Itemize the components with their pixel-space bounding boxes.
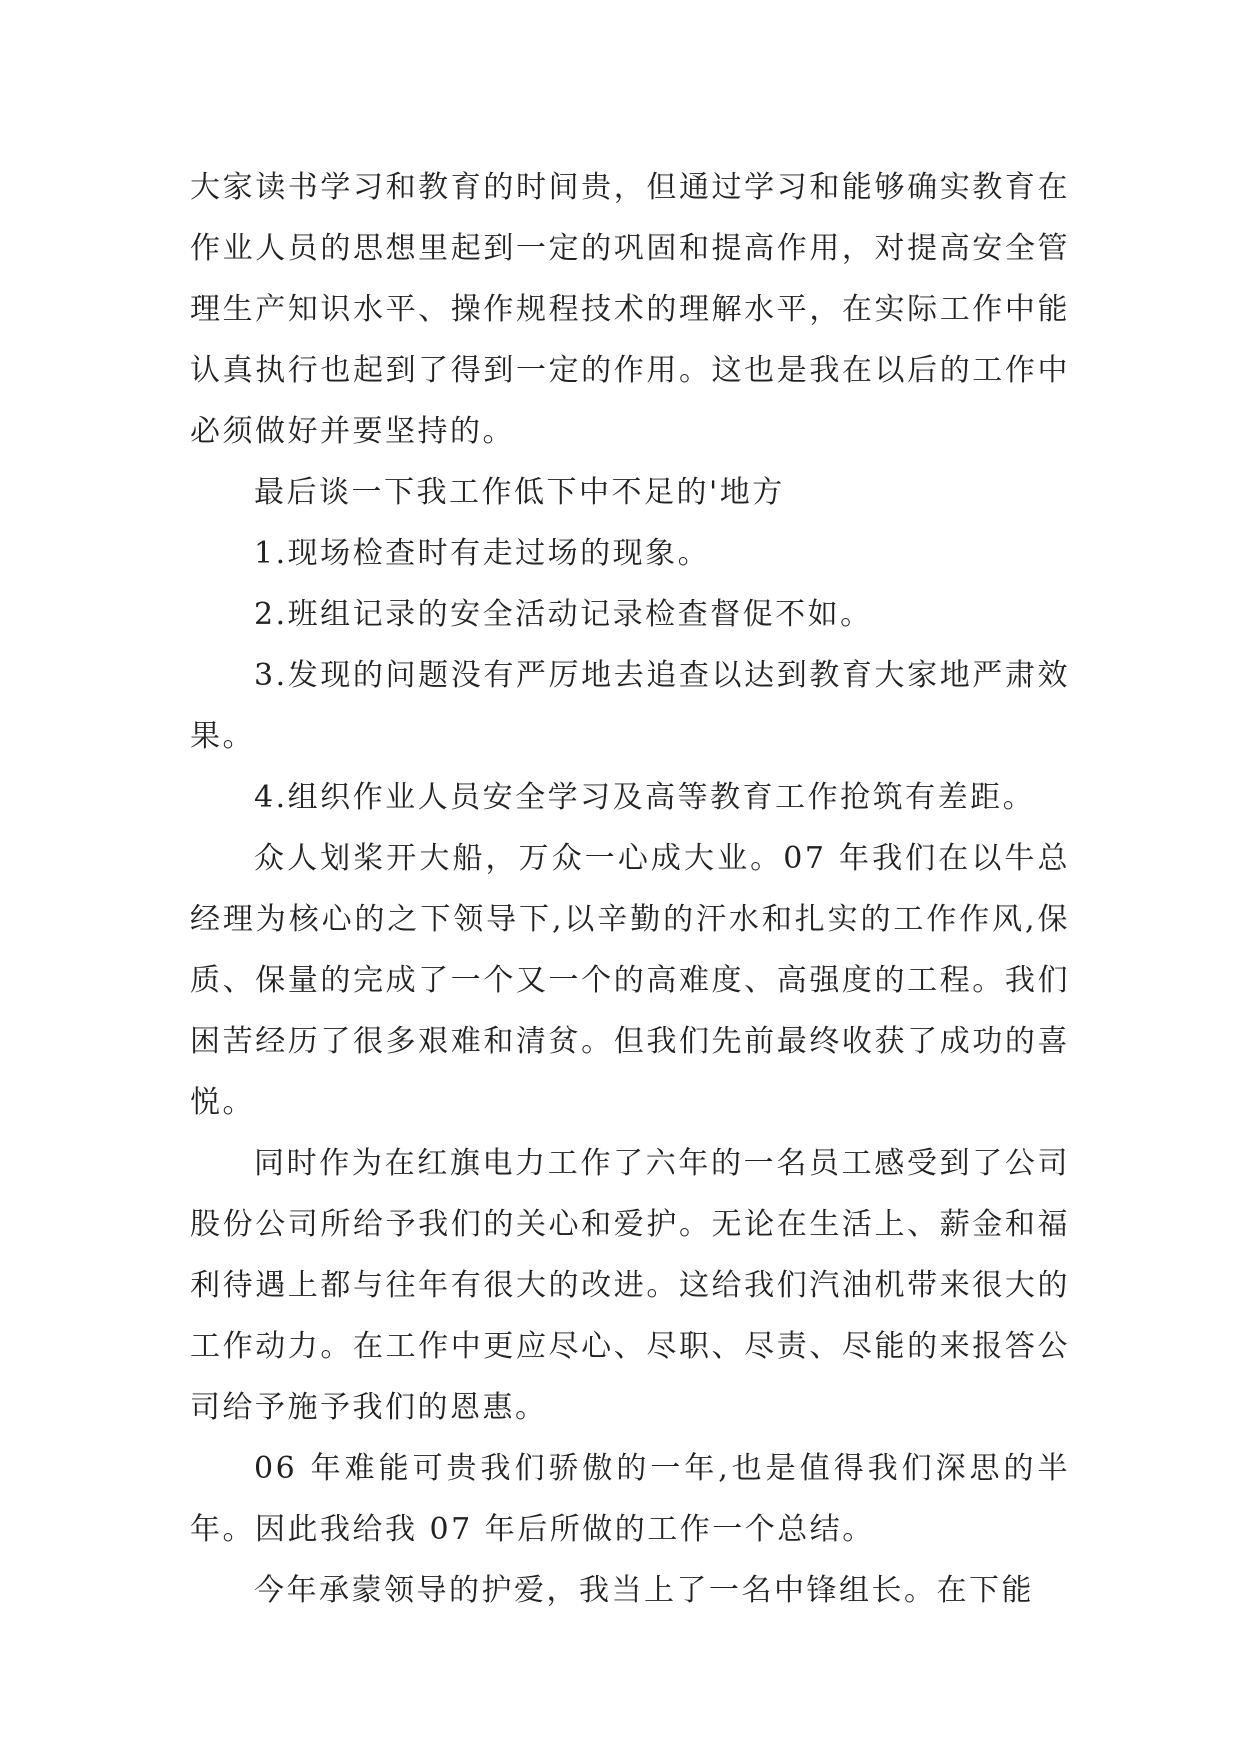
paragraph-5: 06 年难能可贵我们骄傲的一年,也是值得我们深思的半年。因此我给我 07 年后所做的工作一个总结。: [190, 1451, 1070, 1547]
paragraph-2: 最后谈一下我工作低下中不足的'地方: [254, 475, 785, 510]
list-item-3: 3.发现的问题没有严厉地去追查以达到教育大家地严肃效果。: [190, 658, 1070, 754]
paragraph-1: 大家读书学习和教育的时间贵，但通过学习和能够确实教育在作业人员的思想里起到一定的巩固和提高作用，对提高安全管理生产知识水平、操作规程技术的理解水平，在实际工作中能认真执行也起到了得到一定的作用。这也是我在以后的工作中必须做好并要坚持的。: [190, 170, 1070, 449]
paragraph-4: 同时作为在红旗电力工作了六年的一名员工感受到了公司股份公司所给予我们的关心和爱护。无论在生活上、薪金和福利待遇上都与往年有很大的改进。这给我们汽油机带来很大的工作动力。在工作中更应尽心、尽职、尽责、尽能的来报答公司给予施予我们的恩惠。: [190, 1146, 1070, 1425]
paragraph-3: 众人划桨开大船，万众一心成大业。07 年我们在以牛总经理为核心的之下领导下,以辛勤的汗水和扎实的工作作风,保质、保量的完成了一个又一个的高难度、高强度的工程。我们困苦经历了很多艰难和清贫。但我们先前最终收获了成功的喜悦。: [190, 841, 1070, 1120]
list-item-1: 1.现场检查时有走过场的现象。: [254, 536, 711, 571]
list-item-4: 4.组织作业人员安全学习及高等教育工作抢筑有差距。: [254, 780, 1036, 815]
document-body: [190, 157, 1070, 1621]
list-item-2: 2.班组记录的安全活动记录检查督促不如。: [254, 597, 873, 632]
paragraph-6: 今年承蒙领导的护爱，我当上了一名中锋组长。在下能: [254, 1573, 1034, 1608]
